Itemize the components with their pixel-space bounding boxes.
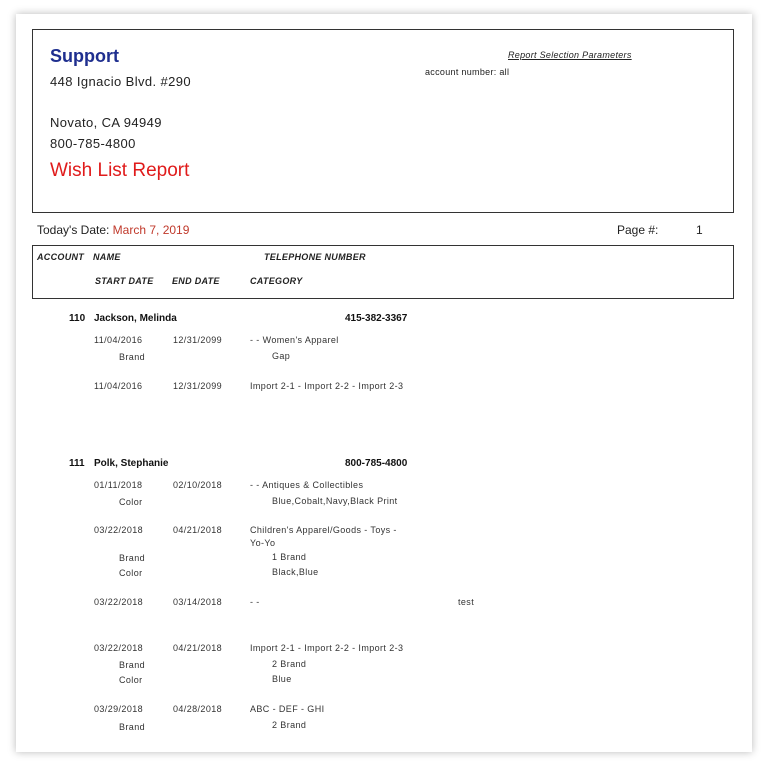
column-name: NAME: [93, 252, 121, 262]
end-date: 04/21/2018: [173, 643, 223, 653]
page-number: 1: [696, 223, 703, 237]
attribute-value: Black,Blue: [272, 567, 319, 577]
column-account: ACCOUNT: [37, 252, 85, 262]
report-title: Wish List Report: [50, 160, 190, 181]
account-name: Polk, Stephanie: [94, 458, 169, 469]
attribute-label: Color: [119, 497, 143, 507]
end-date: 12/31/2099: [173, 381, 223, 391]
account-phone: 800-785-4800: [345, 458, 408, 469]
todays-date-label: Today's Date:: [37, 223, 110, 237]
attribute-label: Brand: [119, 722, 146, 732]
attribute-value: 1 Brand: [272, 552, 307, 562]
category: - - Women's Apparel: [250, 335, 339, 345]
end-date: 02/10/2018: [173, 480, 223, 490]
account-name: Jackson, Melinda: [94, 313, 177, 324]
attribute-value: 2 Brand: [272, 720, 307, 730]
category: ABC - DEF - GHI: [250, 704, 325, 714]
start-date: 11/04/2016: [94, 335, 143, 345]
account-number: 110: [69, 313, 86, 324]
start-date: 01/11/2018: [94, 480, 143, 490]
page-number-label: Page #:: [617, 223, 659, 237]
company-address-line-1: 448 Ignacio Blvd. #290: [50, 74, 192, 89]
account-number: 111: [69, 458, 85, 469]
category: Import 2-1 - Import 2-2 - Import 2-3: [250, 381, 404, 391]
attribute-label: Brand: [119, 553, 146, 563]
start-date: 03/22/2018: [94, 597, 144, 607]
start-date: 03/22/2018: [94, 643, 144, 653]
report-header: [32, 29, 734, 213]
start-date: 11/04/2016: [94, 381, 143, 391]
attribute-label: Color: [119, 675, 143, 685]
category: - -: [250, 597, 260, 607]
column-header: [32, 245, 734, 299]
attribute-label: Brand: [119, 660, 146, 670]
todays-date: [37, 223, 189, 237]
selection-parameter: account number: all: [425, 67, 510, 77]
column-end-date: END DATE: [172, 276, 220, 286]
end-date: 03/14/2018: [173, 597, 223, 607]
end-date: 12/31/2099: [173, 335, 223, 345]
account-phone: 415-382-3367: [345, 313, 408, 324]
company-name: Support: [50, 46, 119, 66]
start-date: 03/22/2018: [94, 525, 144, 535]
start-date: 03/29/2018: [94, 704, 144, 714]
attribute-label: Brand: [119, 352, 146, 362]
attribute-label: Color: [119, 568, 143, 578]
category: Children's Apparel/Goods - Toys -: [250, 525, 397, 535]
end-date: 04/21/2018: [173, 525, 223, 535]
column-telephone: TELEPHONE NUMBER: [264, 252, 366, 262]
todays-date-value: March 7, 2019: [112, 223, 190, 237]
category: - - Antiques & Collectibles: [250, 480, 364, 490]
selection-parameters-title: Report Selection Parameters: [508, 50, 632, 60]
attribute-value: 2 Brand: [272, 659, 307, 669]
item-note: test: [458, 597, 475, 607]
end-date: 04/28/2018: [173, 704, 223, 714]
column-start-date: START DATE: [95, 276, 154, 286]
attribute-value: Blue,Cobalt,Navy,Black Print: [272, 496, 398, 506]
category-continued: Yo-Yo: [250, 538, 276, 548]
report-page: [16, 14, 752, 752]
category: Import 2-1 - Import 2-2 - Import 2-3: [250, 643, 404, 653]
company-phone: 800-785-4800: [50, 136, 136, 151]
column-category: CATEGORY: [250, 276, 303, 286]
attribute-value: Gap: [272, 351, 291, 361]
company-address-line-2: Novato, CA 94949: [50, 115, 162, 130]
attribute-value: Blue: [272, 674, 292, 684]
